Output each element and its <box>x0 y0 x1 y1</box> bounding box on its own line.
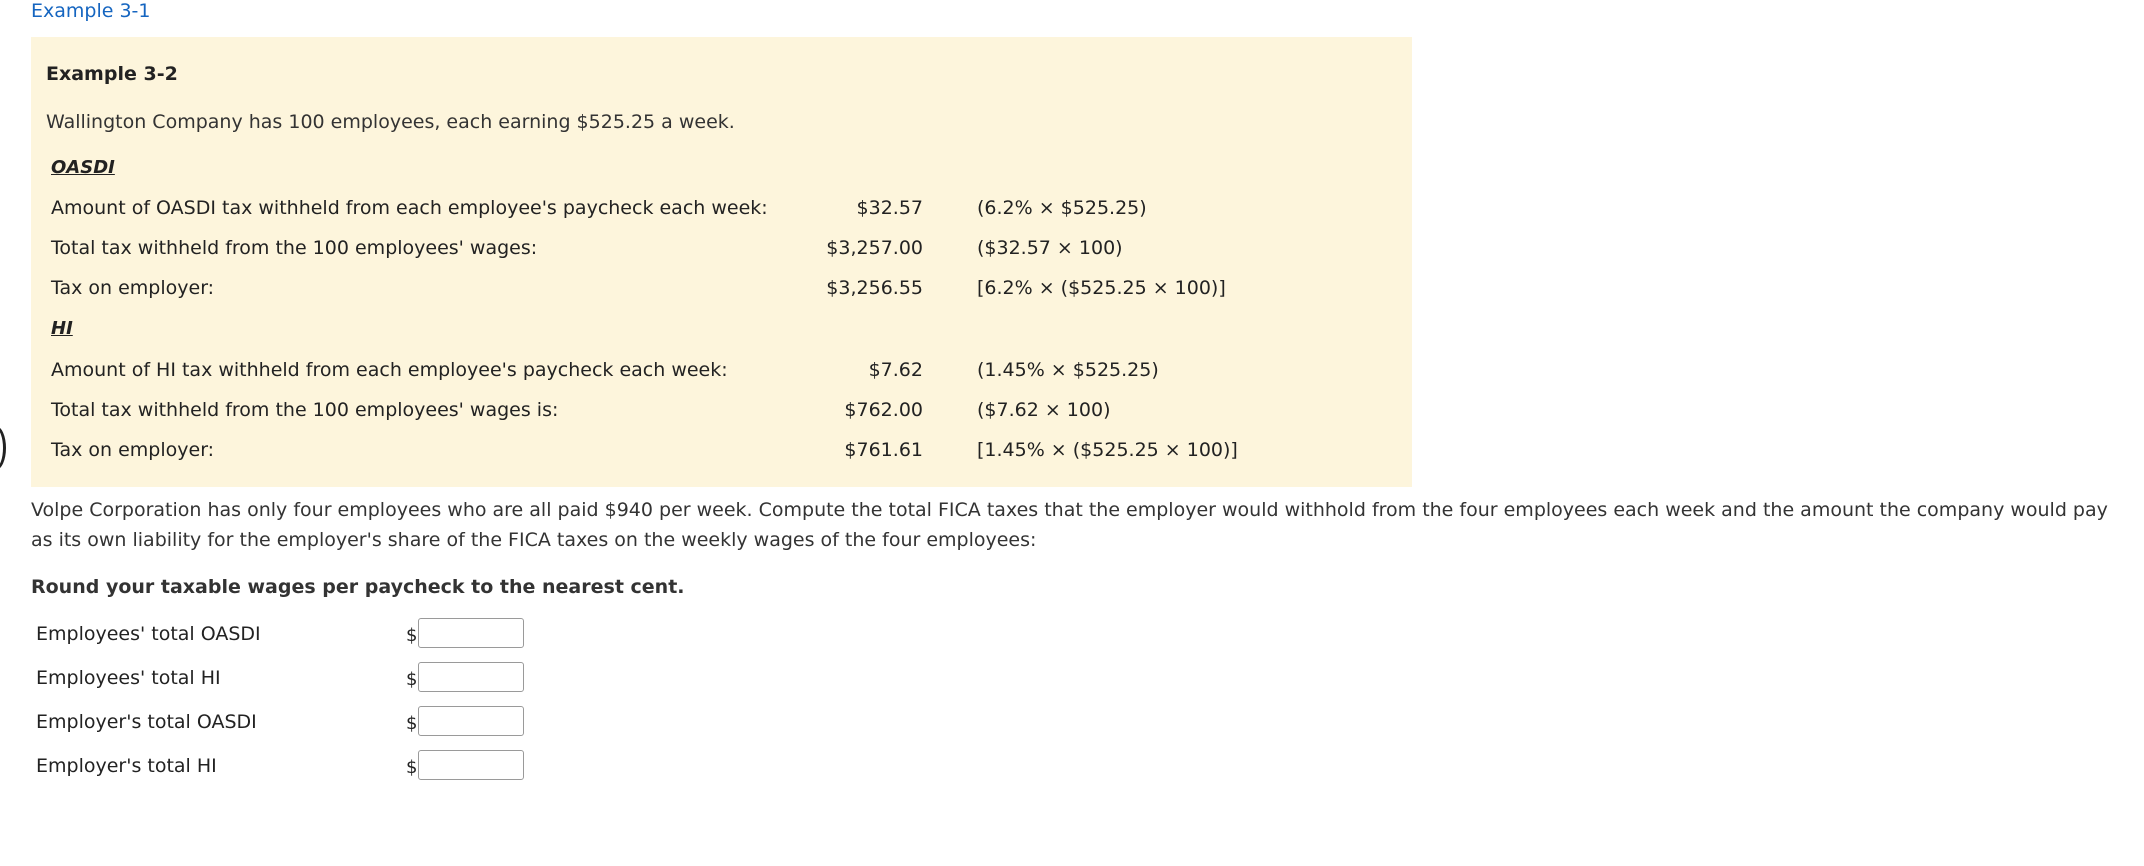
problem-statement: Volpe Corporation has only four employees who are all paid $940 per week. Compute the total FICA taxes that the employer would withhold from the four employees each week and the amount the company would pay as its own liability for the employer's share of the FICA taxes on the weekly wages of the four employees: <box>31 499 2108 551</box>
hi-row <box>51 399 1391 425</box>
row-calculation: ($7.62 × 100) <box>977 399 1111 421</box>
row-amount: $762.00 <box>844 399 923 421</box>
answer-row-employer-oasdi <box>36 706 556 740</box>
row-calculation: [1.45% × ($525.25 × 100)] <box>977 439 1238 461</box>
rounding-instruction: Round your taxable wages per paycheck to the nearest cent. <box>31 576 685 598</box>
employees-total-oasdi-input[interactable] <box>418 618 524 648</box>
employer-total-oasdi-input[interactable] <box>418 706 524 736</box>
example-intro: Wallington Company has 100 employees, each earning $525.25 a week. <box>46 111 735 133</box>
row-calculation: ($32.57 × 100) <box>977 237 1123 259</box>
dollar-sign: $ <box>406 757 418 778</box>
dollar-sign: $ <box>406 625 418 646</box>
answer-label: Employer's total OASDI <box>36 711 257 733</box>
answer-row-employer-hi <box>36 750 556 784</box>
row-amount: $761.61 <box>844 439 923 461</box>
row-calculation: (1.45% × $525.25) <box>977 359 1159 381</box>
hi-heading: HI <box>51 318 73 339</box>
row-label: Total tax withheld from the 100 employees' wages: <box>51 237 538 259</box>
row-amount: $32.57 <box>856 197 923 219</box>
row-amount: $3,256.55 <box>826 277 923 299</box>
row-label: Tax on employer: <box>51 439 215 461</box>
dollar-sign: $ <box>406 713 418 734</box>
row-amount: $7.62 <box>868 359 923 381</box>
row-label: Tax on employer: <box>51 277 215 299</box>
oasdi-heading: OASDI <box>51 157 115 178</box>
row-label: Amount of HI tax withheld from each employee's paycheck each week: <box>51 359 728 381</box>
dollar-sign: $ <box>406 669 418 690</box>
hi-row <box>51 439 1391 465</box>
oasdi-row <box>51 197 1391 223</box>
oasdi-row <box>51 237 1391 263</box>
employer-total-hi-input[interactable] <box>418 750 524 780</box>
example-3-1-link[interactable]: Example 3-1 <box>31 0 151 22</box>
row-label: Amount of OASDI tax withheld from each employee's paycheck each week: <box>51 197 768 219</box>
hi-row <box>51 359 1391 385</box>
row-amount: $3,257.00 <box>826 237 923 259</box>
answer-label: Employees' total OASDI <box>36 623 261 645</box>
answer-label: Employer's total HI <box>36 755 217 777</box>
answer-label: Employees' total HI <box>36 667 221 689</box>
row-label: Total tax withheld from the 100 employees' wages is: <box>51 399 559 421</box>
example-panel <box>31 37 1412 487</box>
employees-total-hi-input[interactable] <box>418 662 524 692</box>
example-title: Example 3-2 <box>46 63 178 85</box>
answer-row-employees-oasdi <box>36 618 556 652</box>
answer-row-employees-hi <box>36 662 556 696</box>
oasdi-row <box>51 277 1391 303</box>
row-calculation: [6.2% × ($525.25 × 100)] <box>977 277 1226 299</box>
row-calculation: (6.2% × $525.25) <box>977 197 1147 219</box>
edge-partial-icon <box>0 426 6 470</box>
